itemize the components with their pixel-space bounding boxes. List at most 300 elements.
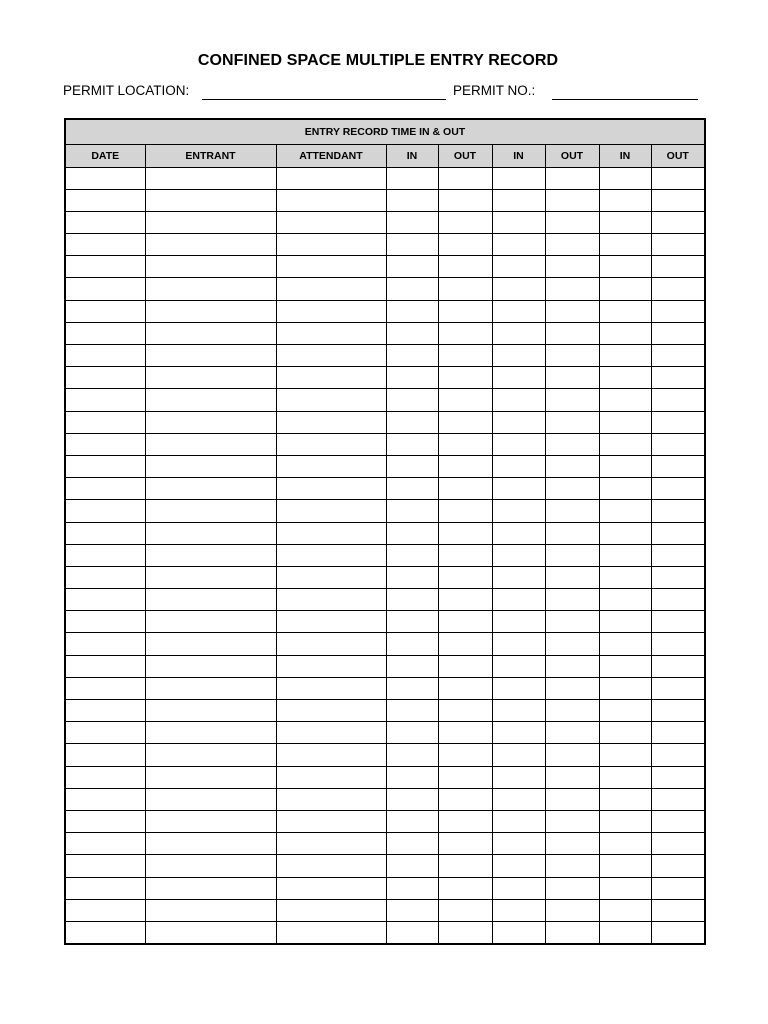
cell-out-1[interactable] — [438, 899, 492, 921]
cell-out-1[interactable] — [438, 810, 492, 832]
cell-out-3[interactable] — [651, 189, 705, 211]
cell-attendant[interactable] — [276, 256, 386, 278]
cell-in-2[interactable] — [492, 722, 545, 744]
cell-in-3[interactable] — [599, 544, 651, 566]
cell-in-1[interactable] — [386, 478, 438, 500]
cell-in-1[interactable] — [386, 810, 438, 832]
cell-entrant[interactable] — [145, 833, 276, 855]
cell-in-3[interactable] — [599, 322, 651, 344]
cell-in-2[interactable] — [492, 677, 545, 699]
cell-in-2[interactable] — [492, 367, 545, 389]
cell-out-3[interactable] — [651, 833, 705, 855]
cell-out-1[interactable] — [438, 566, 492, 588]
cell-out-2[interactable] — [545, 211, 599, 233]
cell-in-1[interactable] — [386, 700, 438, 722]
cell-entrant[interactable] — [145, 611, 276, 633]
cell-date[interactable] — [65, 500, 145, 522]
cell-in-3[interactable] — [599, 589, 651, 611]
cell-attendant[interactable] — [276, 322, 386, 344]
cell-in-1[interactable] — [386, 322, 438, 344]
cell-out-2[interactable] — [545, 433, 599, 455]
cell-out-3[interactable] — [651, 211, 705, 233]
cell-in-1[interactable] — [386, 655, 438, 677]
cell-entrant[interactable] — [145, 300, 276, 322]
cell-entrant[interactable] — [145, 722, 276, 744]
cell-entrant[interactable] — [145, 921, 276, 943]
cell-attendant[interactable] — [276, 722, 386, 744]
cell-entrant[interactable] — [145, 633, 276, 655]
cell-attendant[interactable] — [276, 433, 386, 455]
cell-in-1[interactable] — [386, 744, 438, 766]
cell-date[interactable] — [65, 367, 145, 389]
cell-out-2[interactable] — [545, 877, 599, 899]
cell-attendant[interactable] — [276, 189, 386, 211]
cell-out-2[interactable] — [545, 566, 599, 588]
cell-entrant[interactable] — [145, 167, 276, 189]
cell-date[interactable] — [65, 345, 145, 367]
cell-in-3[interactable] — [599, 345, 651, 367]
cell-attendant[interactable] — [276, 234, 386, 256]
cell-attendant[interactable] — [276, 744, 386, 766]
cell-in-1[interactable] — [386, 278, 438, 300]
cell-out-1[interactable] — [438, 833, 492, 855]
cell-entrant[interactable] — [145, 345, 276, 367]
cell-out-2[interactable] — [545, 810, 599, 832]
cell-out-3[interactable] — [651, 700, 705, 722]
cell-in-2[interactable] — [492, 455, 545, 477]
cell-entrant[interactable] — [145, 700, 276, 722]
cell-in-1[interactable] — [386, 633, 438, 655]
cell-entrant[interactable] — [145, 522, 276, 544]
cell-out-2[interactable] — [545, 367, 599, 389]
cell-out-2[interactable] — [545, 700, 599, 722]
cell-in-2[interactable] — [492, 211, 545, 233]
cell-attendant[interactable] — [276, 278, 386, 300]
cell-in-2[interactable] — [492, 322, 545, 344]
permit-no-field[interactable] — [552, 99, 698, 100]
cell-attendant[interactable] — [276, 522, 386, 544]
cell-out-3[interactable] — [651, 544, 705, 566]
cell-in-3[interactable] — [599, 300, 651, 322]
cell-out-1[interactable] — [438, 256, 492, 278]
cell-date[interactable] — [65, 544, 145, 566]
cell-entrant[interactable] — [145, 855, 276, 877]
cell-out-3[interactable] — [651, 389, 705, 411]
cell-entrant[interactable] — [145, 655, 276, 677]
cell-in-1[interactable] — [386, 611, 438, 633]
cell-out-2[interactable] — [545, 544, 599, 566]
cell-out-2[interactable] — [545, 189, 599, 211]
cell-in-1[interactable] — [386, 256, 438, 278]
cell-in-2[interactable] — [492, 921, 545, 943]
cell-entrant[interactable] — [145, 766, 276, 788]
cell-entrant[interactable] — [145, 877, 276, 899]
cell-date[interactable] — [65, 433, 145, 455]
cell-out-2[interactable] — [545, 633, 599, 655]
cell-out-1[interactable] — [438, 322, 492, 344]
cell-out-3[interactable] — [651, 278, 705, 300]
cell-in-3[interactable] — [599, 189, 651, 211]
cell-attendant[interactable] — [276, 345, 386, 367]
cell-attendant[interactable] — [276, 677, 386, 699]
cell-date[interactable] — [65, 411, 145, 433]
cell-out-3[interactable] — [651, 921, 705, 943]
cell-out-1[interactable] — [438, 211, 492, 233]
cell-in-1[interactable] — [386, 921, 438, 943]
cell-entrant[interactable] — [145, 322, 276, 344]
cell-out-2[interactable] — [545, 788, 599, 810]
cell-date[interactable] — [65, 700, 145, 722]
cell-in-3[interactable] — [599, 566, 651, 588]
cell-in-1[interactable] — [386, 455, 438, 477]
cell-in-2[interactable] — [492, 345, 545, 367]
cell-attendant[interactable] — [276, 655, 386, 677]
cell-out-3[interactable] — [651, 611, 705, 633]
cell-out-3[interactable] — [651, 589, 705, 611]
cell-in-2[interactable] — [492, 411, 545, 433]
cell-date[interactable] — [65, 722, 145, 744]
cell-out-1[interactable] — [438, 722, 492, 744]
cell-attendant[interactable] — [276, 810, 386, 832]
cell-attendant[interactable] — [276, 877, 386, 899]
cell-out-3[interactable] — [651, 345, 705, 367]
cell-in-3[interactable] — [599, 167, 651, 189]
cell-out-1[interactable] — [438, 589, 492, 611]
cell-in-3[interactable] — [599, 367, 651, 389]
cell-in-3[interactable] — [599, 633, 651, 655]
cell-out-1[interactable] — [438, 478, 492, 500]
permit-location-field[interactable] — [202, 99, 446, 100]
cell-out-3[interactable] — [651, 566, 705, 588]
cell-in-2[interactable] — [492, 855, 545, 877]
cell-date[interactable] — [65, 256, 145, 278]
cell-attendant[interactable] — [276, 921, 386, 943]
cell-out-3[interactable] — [651, 766, 705, 788]
cell-out-3[interactable] — [651, 877, 705, 899]
cell-out-2[interactable] — [545, 855, 599, 877]
cell-out-1[interactable] — [438, 189, 492, 211]
cell-out-2[interactable] — [545, 833, 599, 855]
cell-date[interactable] — [65, 566, 145, 588]
cell-in-2[interactable] — [492, 788, 545, 810]
cell-attendant[interactable] — [276, 500, 386, 522]
cell-out-3[interactable] — [651, 633, 705, 655]
cell-out-1[interactable] — [438, 345, 492, 367]
cell-date[interactable] — [65, 589, 145, 611]
cell-in-3[interactable] — [599, 278, 651, 300]
cell-out-3[interactable] — [651, 478, 705, 500]
cell-attendant[interactable] — [276, 833, 386, 855]
cell-entrant[interactable] — [145, 677, 276, 699]
cell-out-2[interactable] — [545, 744, 599, 766]
cell-in-1[interactable] — [386, 722, 438, 744]
cell-in-1[interactable] — [386, 766, 438, 788]
cell-attendant[interactable] — [276, 700, 386, 722]
cell-date[interactable] — [65, 744, 145, 766]
cell-in-2[interactable] — [492, 744, 545, 766]
cell-entrant[interactable] — [145, 544, 276, 566]
cell-out-1[interactable] — [438, 167, 492, 189]
cell-in-2[interactable] — [492, 766, 545, 788]
cell-in-3[interactable] — [599, 389, 651, 411]
cell-in-3[interactable] — [599, 234, 651, 256]
cell-attendant[interactable] — [276, 544, 386, 566]
cell-date[interactable] — [65, 322, 145, 344]
cell-date[interactable] — [65, 611, 145, 633]
cell-out-1[interactable] — [438, 234, 492, 256]
cell-out-3[interactable] — [651, 810, 705, 832]
cell-in-3[interactable] — [599, 788, 651, 810]
cell-attendant[interactable] — [276, 167, 386, 189]
cell-entrant[interactable] — [145, 478, 276, 500]
cell-in-1[interactable] — [386, 833, 438, 855]
cell-attendant[interactable] — [276, 367, 386, 389]
cell-out-2[interactable] — [545, 455, 599, 477]
cell-out-3[interactable] — [651, 744, 705, 766]
cell-in-3[interactable] — [599, 877, 651, 899]
cell-in-3[interactable] — [599, 211, 651, 233]
cell-out-1[interactable] — [438, 855, 492, 877]
cell-date[interactable] — [65, 855, 145, 877]
cell-out-1[interactable] — [438, 677, 492, 699]
cell-out-3[interactable] — [651, 655, 705, 677]
cell-out-1[interactable] — [438, 655, 492, 677]
cell-attendant[interactable] — [276, 455, 386, 477]
cell-date[interactable] — [65, 877, 145, 899]
cell-in-2[interactable] — [492, 700, 545, 722]
cell-attendant[interactable] — [276, 589, 386, 611]
cell-out-2[interactable] — [545, 411, 599, 433]
cell-date[interactable] — [65, 278, 145, 300]
cell-in-1[interactable] — [386, 589, 438, 611]
cell-in-2[interactable] — [492, 278, 545, 300]
cell-out-2[interactable] — [545, 234, 599, 256]
cell-in-1[interactable] — [386, 677, 438, 699]
cell-entrant[interactable] — [145, 566, 276, 588]
cell-in-1[interactable] — [386, 367, 438, 389]
cell-attendant[interactable] — [276, 478, 386, 500]
cell-in-3[interactable] — [599, 700, 651, 722]
cell-in-2[interactable] — [492, 300, 545, 322]
cell-out-1[interactable] — [438, 744, 492, 766]
cell-out-3[interactable] — [651, 722, 705, 744]
cell-date[interactable] — [65, 655, 145, 677]
cell-in-1[interactable] — [386, 566, 438, 588]
cell-in-2[interactable] — [492, 478, 545, 500]
cell-in-3[interactable] — [599, 611, 651, 633]
cell-date[interactable] — [65, 234, 145, 256]
cell-in-3[interactable] — [599, 655, 651, 677]
cell-out-3[interactable] — [651, 433, 705, 455]
cell-entrant[interactable] — [145, 367, 276, 389]
cell-in-2[interactable] — [492, 810, 545, 832]
cell-in-3[interactable] — [599, 677, 651, 699]
cell-in-1[interactable] — [386, 500, 438, 522]
cell-in-1[interactable] — [386, 522, 438, 544]
cell-in-2[interactable] — [492, 234, 545, 256]
cell-entrant[interactable] — [145, 455, 276, 477]
cell-entrant[interactable] — [145, 433, 276, 455]
cell-out-2[interactable] — [545, 167, 599, 189]
cell-out-3[interactable] — [651, 899, 705, 921]
cell-attendant[interactable] — [276, 766, 386, 788]
cell-out-1[interactable] — [438, 278, 492, 300]
cell-out-2[interactable] — [545, 766, 599, 788]
cell-out-1[interactable] — [438, 500, 492, 522]
cell-entrant[interactable] — [145, 744, 276, 766]
cell-entrant[interactable] — [145, 899, 276, 921]
cell-out-1[interactable] — [438, 633, 492, 655]
cell-in-1[interactable] — [386, 855, 438, 877]
cell-out-1[interactable] — [438, 921, 492, 943]
cell-out-3[interactable] — [651, 855, 705, 877]
cell-in-1[interactable] — [386, 234, 438, 256]
cell-out-1[interactable] — [438, 367, 492, 389]
cell-in-3[interactable] — [599, 455, 651, 477]
cell-out-2[interactable] — [545, 300, 599, 322]
cell-in-2[interactable] — [492, 189, 545, 211]
cell-entrant[interactable] — [145, 500, 276, 522]
cell-out-3[interactable] — [651, 455, 705, 477]
cell-entrant[interactable] — [145, 788, 276, 810]
cell-attendant[interactable] — [276, 855, 386, 877]
cell-out-2[interactable] — [545, 478, 599, 500]
cell-in-3[interactable] — [599, 500, 651, 522]
cell-in-1[interactable] — [386, 167, 438, 189]
cell-date[interactable] — [65, 766, 145, 788]
cell-out-2[interactable] — [545, 278, 599, 300]
cell-out-1[interactable] — [438, 544, 492, 566]
cell-date[interactable] — [65, 522, 145, 544]
cell-out-1[interactable] — [438, 522, 492, 544]
cell-entrant[interactable] — [145, 389, 276, 411]
cell-in-2[interactable] — [492, 877, 545, 899]
cell-in-3[interactable] — [599, 411, 651, 433]
cell-in-2[interactable] — [492, 256, 545, 278]
cell-date[interactable] — [65, 677, 145, 699]
cell-out-1[interactable] — [438, 877, 492, 899]
cell-in-3[interactable] — [599, 810, 651, 832]
cell-in-2[interactable] — [492, 633, 545, 655]
cell-out-1[interactable] — [438, 433, 492, 455]
cell-entrant[interactable] — [145, 234, 276, 256]
cell-in-3[interactable] — [599, 855, 651, 877]
cell-in-1[interactable] — [386, 300, 438, 322]
cell-date[interactable] — [65, 478, 145, 500]
cell-out-1[interactable] — [438, 611, 492, 633]
cell-in-3[interactable] — [599, 433, 651, 455]
cell-out-2[interactable] — [545, 899, 599, 921]
cell-in-1[interactable] — [386, 411, 438, 433]
cell-out-3[interactable] — [651, 256, 705, 278]
cell-date[interactable] — [65, 389, 145, 411]
cell-in-3[interactable] — [599, 833, 651, 855]
cell-out-1[interactable] — [438, 455, 492, 477]
cell-entrant[interactable] — [145, 189, 276, 211]
cell-out-3[interactable] — [651, 788, 705, 810]
cell-out-3[interactable] — [651, 322, 705, 344]
cell-in-3[interactable] — [599, 744, 651, 766]
cell-attendant[interactable] — [276, 633, 386, 655]
cell-attendant[interactable] — [276, 411, 386, 433]
cell-in-3[interactable] — [599, 478, 651, 500]
cell-in-2[interactable] — [492, 522, 545, 544]
cell-out-1[interactable] — [438, 300, 492, 322]
cell-out-2[interactable] — [545, 655, 599, 677]
cell-entrant[interactable] — [145, 211, 276, 233]
cell-date[interactable] — [65, 810, 145, 832]
cell-in-1[interactable] — [386, 788, 438, 810]
cell-in-2[interactable] — [492, 566, 545, 588]
cell-out-1[interactable] — [438, 411, 492, 433]
cell-out-2[interactable] — [545, 677, 599, 699]
cell-attendant[interactable] — [276, 389, 386, 411]
cell-entrant[interactable] — [145, 278, 276, 300]
cell-date[interactable] — [65, 899, 145, 921]
cell-in-2[interactable] — [492, 589, 545, 611]
cell-out-2[interactable] — [545, 256, 599, 278]
cell-date[interactable] — [65, 833, 145, 855]
cell-in-2[interactable] — [492, 655, 545, 677]
cell-in-3[interactable] — [599, 921, 651, 943]
cell-in-2[interactable] — [492, 167, 545, 189]
cell-in-2[interactable] — [492, 433, 545, 455]
cell-entrant[interactable] — [145, 810, 276, 832]
cell-date[interactable] — [65, 633, 145, 655]
cell-out-1[interactable] — [438, 766, 492, 788]
cell-in-1[interactable] — [386, 433, 438, 455]
cell-out-2[interactable] — [545, 345, 599, 367]
cell-in-2[interactable] — [492, 544, 545, 566]
cell-attendant[interactable] — [276, 566, 386, 588]
cell-out-3[interactable] — [651, 367, 705, 389]
cell-out-2[interactable] — [545, 522, 599, 544]
cell-out-3[interactable] — [651, 411, 705, 433]
cell-in-1[interactable] — [386, 189, 438, 211]
cell-in-2[interactable] — [492, 833, 545, 855]
cell-out-2[interactable] — [545, 500, 599, 522]
cell-entrant[interactable] — [145, 411, 276, 433]
cell-attendant[interactable] — [276, 788, 386, 810]
cell-out-2[interactable] — [545, 389, 599, 411]
cell-entrant[interactable] — [145, 589, 276, 611]
cell-in-3[interactable] — [599, 722, 651, 744]
cell-date[interactable] — [65, 211, 145, 233]
cell-out-2[interactable] — [545, 322, 599, 344]
cell-in-1[interactable] — [386, 877, 438, 899]
cell-out-3[interactable] — [651, 234, 705, 256]
cell-in-3[interactable] — [599, 766, 651, 788]
cell-in-2[interactable] — [492, 899, 545, 921]
cell-out-3[interactable] — [651, 300, 705, 322]
cell-out-2[interactable] — [545, 611, 599, 633]
cell-out-3[interactable] — [651, 167, 705, 189]
cell-out-1[interactable] — [438, 389, 492, 411]
cell-date[interactable] — [65, 788, 145, 810]
cell-in-1[interactable] — [386, 544, 438, 566]
cell-out-2[interactable] — [545, 921, 599, 943]
cell-in-1[interactable] — [386, 345, 438, 367]
cell-out-2[interactable] — [545, 589, 599, 611]
cell-in-3[interactable] — [599, 522, 651, 544]
cell-out-1[interactable] — [438, 788, 492, 810]
cell-in-1[interactable] — [386, 899, 438, 921]
cell-out-1[interactable] — [438, 700, 492, 722]
cell-entrant[interactable] — [145, 256, 276, 278]
cell-in-3[interactable] — [599, 256, 651, 278]
cell-attendant[interactable] — [276, 300, 386, 322]
cell-in-2[interactable] — [492, 611, 545, 633]
